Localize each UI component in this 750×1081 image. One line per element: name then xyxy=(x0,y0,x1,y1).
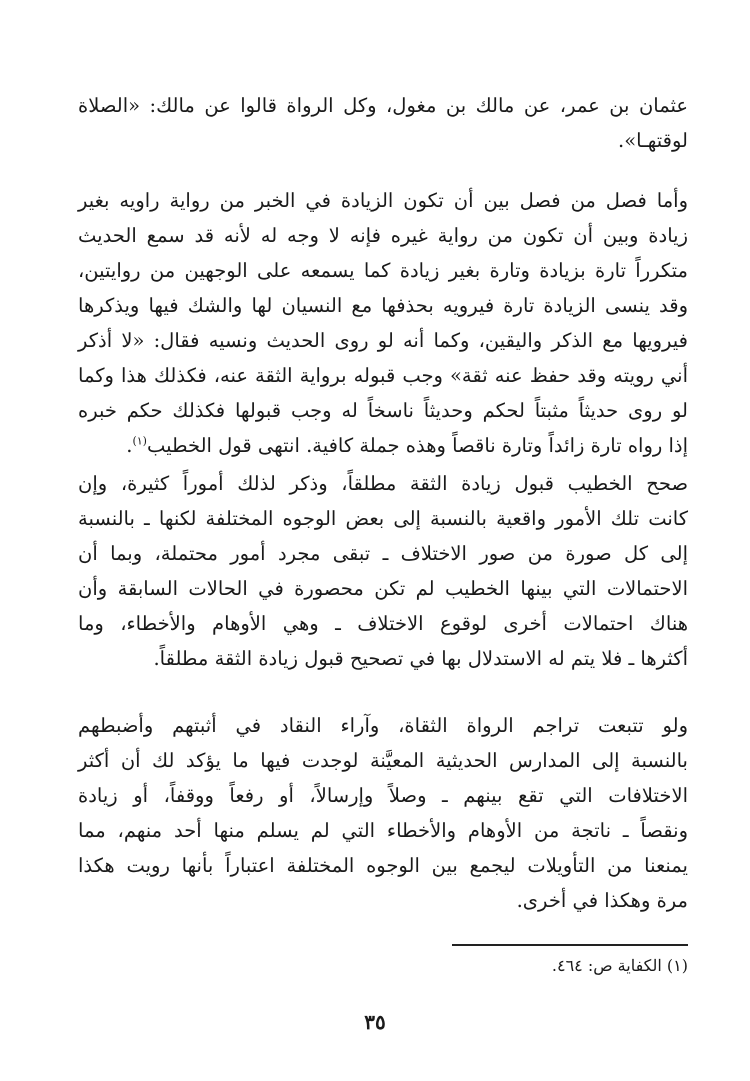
text-line: ونقصاً ـ ناتجة من الأوهام والأخطاء التي لم يسلم منها أحد منهم، مما xyxy=(78,819,688,842)
paragraph-2 xyxy=(78,183,688,463)
text-line: متكرراً تارة بزيادة وتارة بغير زيادة كما يسمعه على الوجهين من روايتين، xyxy=(78,259,688,282)
text-line: كانت تلك الأمور واقعية بالنسبة إلى بعض الوجوه المختلفة لكنها ـ بالنسبة xyxy=(78,507,688,530)
text-line-with-footnote: إذا رواه تارة زائداً وتارة ناقصاً وهذه جملة كافية. انتهى قول الخطيب$^{(١)}$. xyxy=(126,434,688,457)
footnote-reference[interactable]: (١) xyxy=(132,434,147,448)
text-line: لو روى حديثاً مثبتاً لحكم وحديثاً ناسخاً له وجب قبولها فكذلك حكم خبره xyxy=(78,399,688,422)
paragraph-3 xyxy=(78,466,688,676)
text-line: فيرويها مع الذكر واليقين، وكما أنه لو روى الحديث ونسيه فقال: «لا أذكر xyxy=(78,329,688,352)
text-line: أني رويته وقد حفظ عنه ثقة» وجب قبوله برواية الثقة عنه، فكذلك هذا وكما xyxy=(78,364,688,387)
text-line: وقد ينسى الزيادة تارة فيرويه بحذفها مع النسيان لها والشك فيها ويذكرها xyxy=(78,294,688,317)
text-line: صحح الخطيب قبول زيادة الثقة مطلقاً، وذكر لذلك أموراً كثيرة، وإن xyxy=(78,472,688,495)
text-line: يمنعنا من التأويلات ليجمع بين الوجوه المختلفة اعتباراً بأنها رويت هكذا xyxy=(78,854,688,877)
paragraph-1 xyxy=(78,88,688,158)
text-line: عثمان بن عمر، عن مالك بن مغول، وكل الرواة قالوا عن مالك: «الصلاة xyxy=(78,94,688,117)
footnote-divider xyxy=(452,944,688,946)
text-line: إذا رواه تارة زائداً وتارة ناقصاً وهذه جملة كافية. انتهى قول الخطيب xyxy=(146,434,688,457)
text-line: بالنسبة إلى المدارس الحديثية المعيَّنة لوجدت فيها ما يؤكد لك أن أكثر xyxy=(78,749,688,772)
text-line: أكثرها ـ فلا يتم له الاستدلال بها في تصحيح قبول زيادة الثقة مطلقاً. xyxy=(153,647,688,670)
text-line: الاختلافات التي تقع بينهم ـ وصلاً وإرسالاً، أو رفعاً ووقفاً، أو زيادة xyxy=(78,784,688,807)
text-line: وأما فصل من فصل بين أن تكون الزيادة في الخبر من رواية راويه بغير xyxy=(78,189,688,212)
paragraph-4 xyxy=(78,708,688,918)
text-line: إلى كل صورة من صور الاختلاف ـ تبقى مجرد أمور محتملة، وبما أن xyxy=(78,542,688,565)
footnote: (١) الكفاية ص: ٤٦٤. xyxy=(551,956,688,975)
page-number: ٣٥ xyxy=(364,1010,386,1034)
text-line: مرة وهكذا في أخرى. xyxy=(516,889,688,912)
text-line: الاحتمالات التي بينها الخطيب لم تكن محصورة في الحالات السابقة وأن xyxy=(78,577,688,600)
text-line: زيادة وبين أن تكون من رواية غيره فإنه لا وجه له لأنه قد سمع الحديث xyxy=(78,224,688,247)
text-line: ولو تتبعت تراجم الرواة الثقاة، وآراء النقاد في أثبتهم وأضبطهم xyxy=(78,714,688,737)
text-line: لوقتهـا». xyxy=(618,129,688,152)
text-line: هناك احتمالات أخرى لوقوع الاختلاف ـ وهي الأوهام والأخطاء، وما xyxy=(78,612,688,635)
